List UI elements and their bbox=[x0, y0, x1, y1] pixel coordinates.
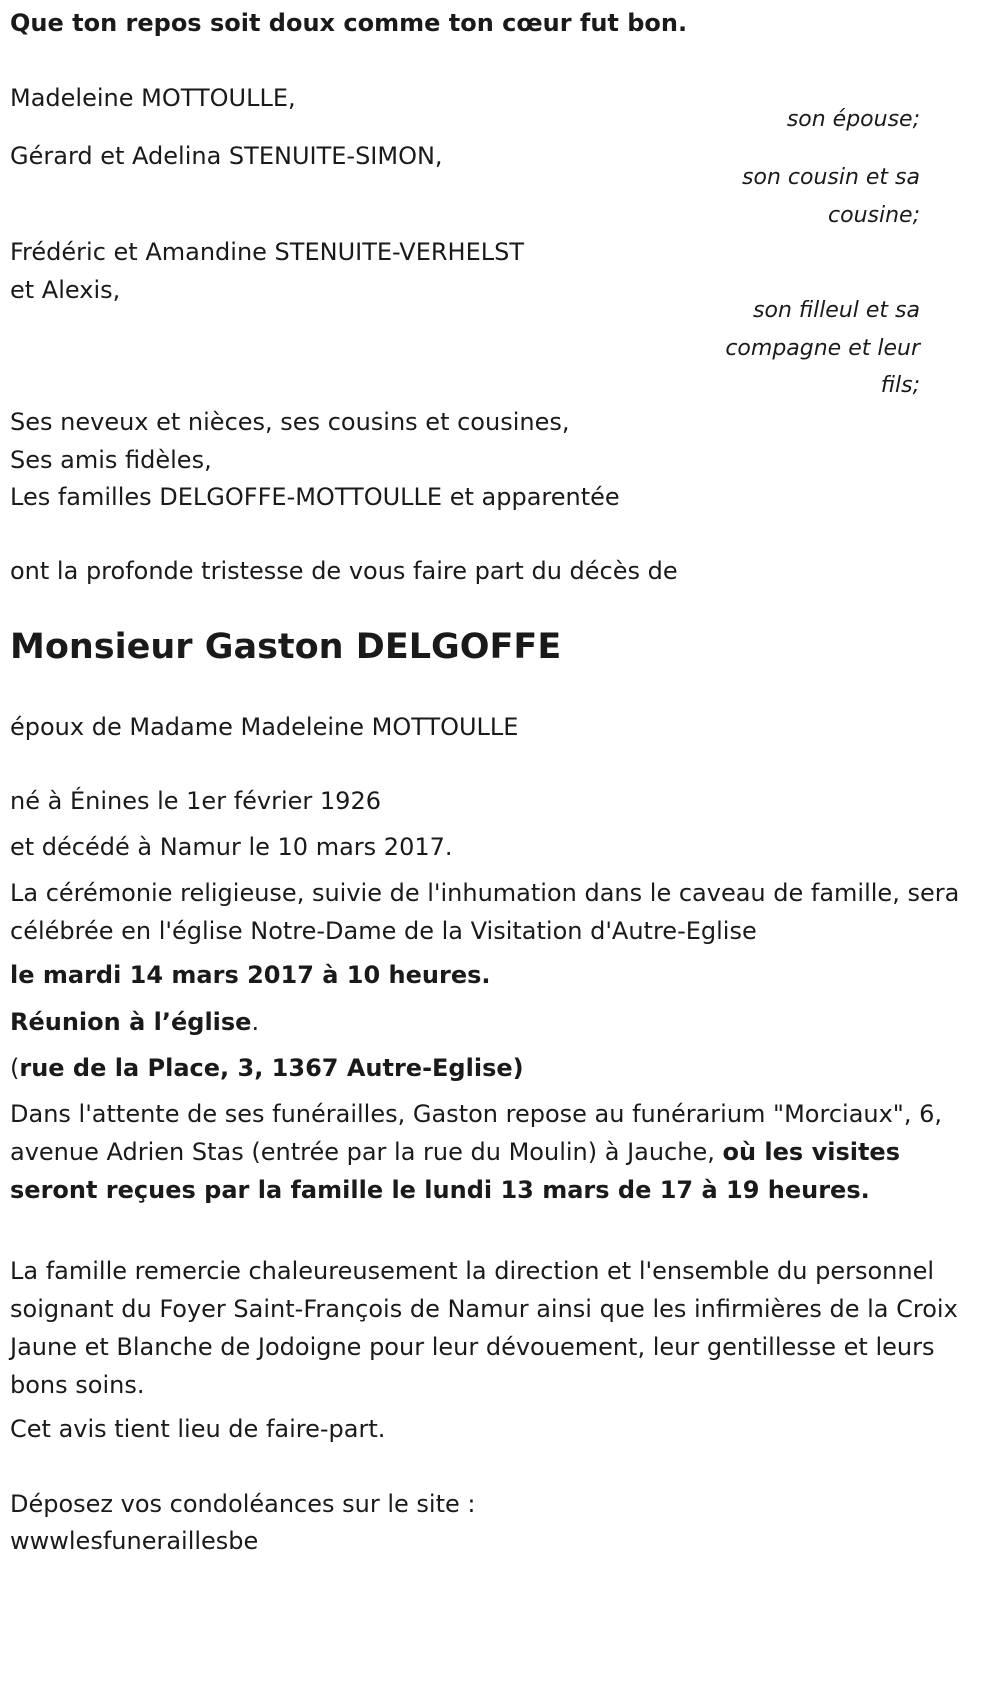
meeting-period: . bbox=[251, 1008, 260, 1036]
family-member-godson: Frédéric et Amandine STENUITE-VERHELST bbox=[10, 238, 525, 266]
meeting-line bbox=[10, 1003, 259, 1041]
notice-line: Cet avis tient lieu de faire-part. bbox=[10, 1415, 386, 1443]
ceremony-date: le mardi 14 mars 2017 à 10 heures. bbox=[10, 961, 491, 989]
address-text: rue de la Place, 3, 1367 Autre-Eglise) bbox=[19, 1054, 524, 1082]
meeting-place: Réunion à l’église bbox=[10, 1008, 252, 1036]
funerarium-text bbox=[10, 1095, 970, 1209]
relatives-line-1: Ses neveux et nièces, ses cousins et cousines, bbox=[10, 408, 570, 436]
announcement: ont la profonde tristesse de vous faire part du décès de bbox=[10, 557, 678, 585]
thanks-text: La famille remercie chaleureusement la direction et l'ensemble du personnel soignant du Foyer Saint-François de Namur ainsi que les infirmières de la Croix Jaune et Blanche de Jodoigne pour leur dévouement, leur gentillesse et leurs bons soins. bbox=[10, 1257, 958, 1399]
relation-spouse: son épouse; bbox=[786, 107, 920, 132]
deceased-name: Monsieur Gaston DELGOFFE bbox=[10, 627, 562, 667]
address-line bbox=[10, 1049, 524, 1087]
ceremony-text: La cérémonie religieuse, suivie de l'inhumation dans le caveau de famille, sera célébrée en l'église Notre-Dame de la Visitation d'Autre-Eglise bbox=[10, 879, 960, 945]
family-member-spouse: Madeleine MOTTOULLE, bbox=[10, 84, 296, 112]
family-member-cousins: Gérard et Adelina STENUITE-SIMON, bbox=[10, 142, 443, 170]
address-open-paren: ( bbox=[10, 1054, 20, 1082]
relation-cousins: son cousin et sa cousine; bbox=[742, 165, 920, 228]
relatives-line-2: Ses amis fidèles, bbox=[10, 446, 212, 474]
epitaph: Que ton repos soit doux comme ton cœur fut bon. bbox=[10, 9, 688, 37]
funerarium-info: Dans l'attente de ses funérailles, Gaston repose au funérarium "Morciaux", 6, avenue Adrien Stas (entrée par la rue du Moulin) à Jauche, bbox=[10, 1100, 943, 1166]
relation-godson: son filleul et sa compagne et leur fils; bbox=[725, 298, 920, 398]
death-line: et décédé à Namur le 10 mars 2017. bbox=[10, 833, 453, 861]
family-member-godson-son: et Alexis, bbox=[10, 276, 121, 304]
condolences-line: Déposez vos condoléances sur le site : bbox=[10, 1490, 476, 1518]
visits-info: où les visites seront reçues par la famille le lundi 13 mars de 17 à 19 heures. bbox=[10, 1138, 900, 1204]
condolences-website: wwwlesfuneraillesbe bbox=[10, 1527, 259, 1555]
birth-line: né à Énines le 1er février 1926 bbox=[10, 787, 381, 815]
spouse-line: époux de Madame Madeleine MOTTOULLE bbox=[10, 713, 519, 741]
relatives-line-3: Les familles DELGOFFE-MOTTOULLE et apparentée bbox=[10, 483, 620, 511]
